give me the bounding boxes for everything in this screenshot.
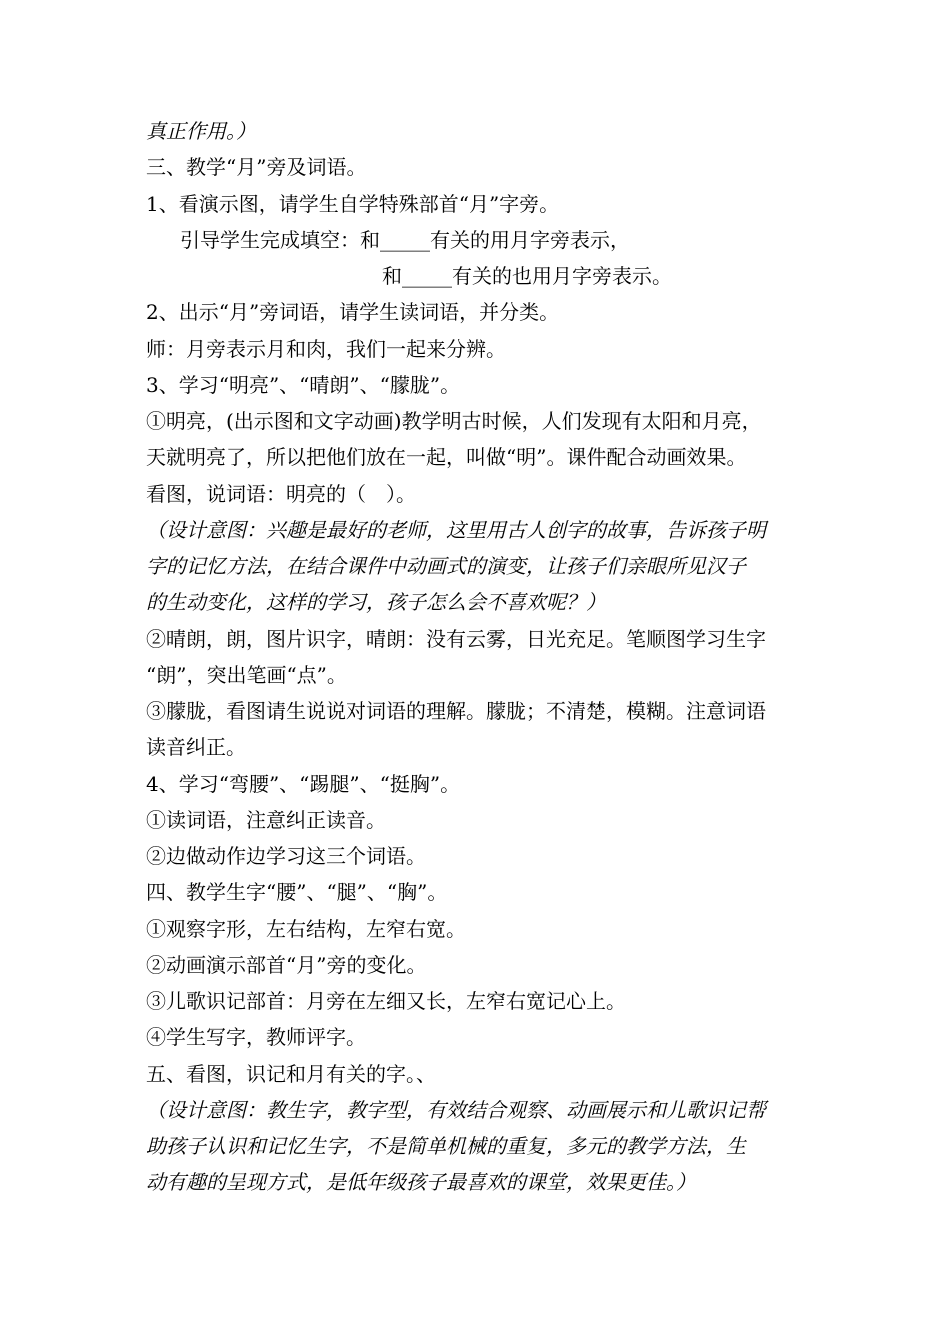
text-line: 3、学习“明亮”、“晴朗”、“朦胧”。: [146, 372, 461, 397]
text-line: ②边做动作边学习这三个词语。: [146, 844, 426, 868]
text-line: 三、教学“月”旁及词语。: [146, 155, 367, 180]
text-line: “朗”，突出笔画“点”。: [146, 662, 347, 687]
text-line: ③朦胧，看图请生说说对词语的理解。朦胧；不清楚，模糊。注意词语: [146, 699, 766, 723]
design-intent-line: （设计意图：兴趣是最好的老师，这里用古人创字的故事，告诉孩子明: [146, 517, 766, 542]
text-line: ②晴朗，朗，图片识字，晴朗：没有云雾，日光充足。笔顺图学习生字: [146, 626, 766, 651]
text-line: 读音纠正。: [146, 735, 246, 760]
text-line: 和_____有关的也用月字旁表示。: [382, 264, 672, 288]
design-intent-line: （设计意图：教生字，教字型，有效结合观察、动画展示和儿歌识记帮: [146, 1097, 766, 1122]
text-line: ①读词语，注意纠正读音。: [146, 807, 386, 832]
text-line: 1、看演示图，请学生自学特殊部首“月”字旁。: [146, 191, 560, 216]
design-intent-line: 字的记忆方法，在结合课件中动画式的演变，让孩子们亲眼所见汉子: [146, 554, 746, 578]
text-line: ①观察字形，左右结构，左窄右宽。: [146, 916, 466, 941]
text-line: 引导学生完成填空：和_____有关的用月字旁表示，: [180, 227, 630, 252]
text-line: 四、教学生字“腰”、“腿”、“胸”。: [146, 880, 448, 905]
design-intent-line: 的生动变化，这样的学习，孩子怎么会不喜欢呢？）: [146, 590, 606, 615]
text-line: ④学生写字，教师评字。: [146, 1025, 366, 1050]
text-line: ①明亮，(出示图和文字动画)教学明古时候，人们发现有太阳和月亮，: [146, 409, 762, 433]
design-intent-line: 动有趣的呈现方式，是低年级孩子最喜欢的课堂，效果更佳。）: [146, 1170, 696, 1195]
text-line: 4、学习“弯腰”、“踢腿”、“挺胸”。: [146, 771, 461, 796]
document-body: [146, 113, 826, 1201]
design-intent-line: 真正作用。）: [146, 119, 256, 143]
text-line: 五、看图，识记和月有关的字。、: [146, 1061, 436, 1086]
text-line: 2、出示“月”旁词语，请学生读词语，并分类。: [146, 300, 560, 325]
text-line: ②动画演示部首“月”旁的变化。: [146, 952, 427, 977]
text-line: 师：月旁表示月和肉，我们一起来分辨。: [146, 336, 506, 361]
text-line: 看图，说词语：明亮的（ ）。: [146, 481, 416, 506]
text-line: ③儿歌识记部首：月旁在左细又长，左窄右宽记心上。: [146, 989, 626, 1013]
design-intent-line: 助孩子认识和记忆生字，不是简单机械的重复，多元的教学方法，生: [146, 1134, 746, 1158]
text-line: 天就明亮了，所以把他们放在一起，叫做“明”。课件配合动画效果。: [146, 445, 747, 470]
